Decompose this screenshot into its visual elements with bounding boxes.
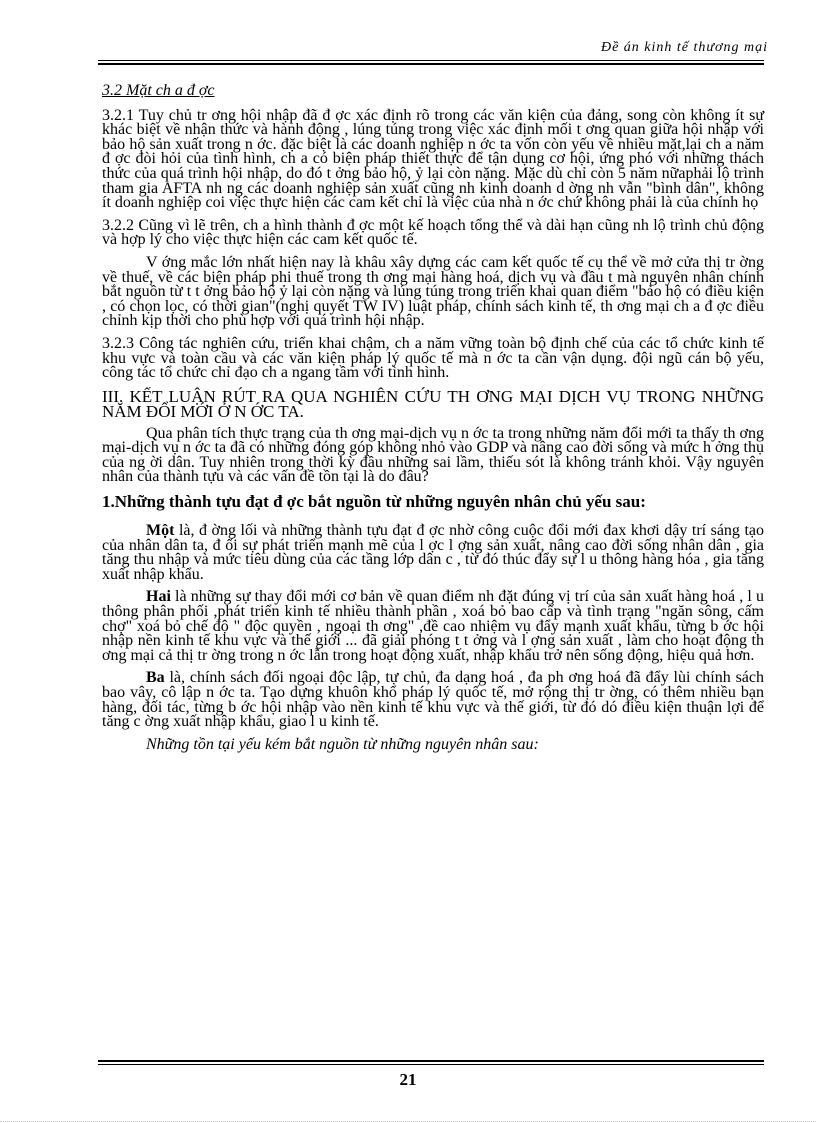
document-body — [102, 84, 764, 760]
paragraph-one — [102, 524, 764, 582]
page-number: 21 — [399, 1070, 417, 1089]
paragraph-3-2-1: 3.2.1 Tuy chủ tr ơng hội nhập đã đ ợc xác định rõ trong các văn kiện của đảng, song còn không ít sự khác biệt về nhận thức và hành động , lúng túng trong việc xác định mối t ơng quan giữa hội nhập với bảo hộ sản xuất trong n ớc. đặc biệt là các doanh nghiệp n ớc ta vốn còn yếu về nhiều mặt,lại ch a năm đ ợc đòi hỏi của tình hình, ch a có biện pháp thiết thực để tận dụng cơ hội, ứng phó với những thách thức của quá trình hội nhập, do đó t ởng bảo hộ, ỷ lại còn nặng. Mặc dù chỉ còn 5 năm nữaphải lộ trình tham gia AFTA nh ng các doanh nghiệp sản xuất cũng nh kinh doanh d ờng nh vẫn "bình dân", không ít doanh nghiệp coi việc thực hiện các cam kết chỉ là việc của nhà n ớc chứ không phải là của chính họ — [102, 106, 764, 212]
footer-rule — [98, 1064, 764, 1065]
section-title: 3.2 Mặt ch a đ ợc — [102, 82, 215, 99]
footer-rule-thick — [98, 1060, 764, 1062]
lead-one: Một — [146, 522, 175, 540]
header-rule-thick — [98, 63, 764, 65]
closing-line: Những tồn tại yếu kém bắt nguồn từ những nguyên nhân sau: — [146, 735, 539, 753]
paragraph-3-2-3: 3.2.3 Công tác nghiên cứu, triển khai chậm, ch a năm vững toàn bộ định chế của các tổ chức kinh tế khu vực và toàn cầu và các văn kiện pháp lý quốc tế mà n ớc ta cần vận dụng. đội ngũ cán bộ yếu, công tác tổ chức chỉ đạo ch a ngang tầm với tình hình. — [102, 334, 764, 382]
achievements-heading: 1.Những thành tựu đạt đ ợc bắt nguồn từ những nguyên nhân chủ yếu sau: — [102, 492, 646, 512]
paragraph-obstacle: V ớng mắc lớn nhất hiện nay là khâu xây dựng các cam kết quốc tế cụ thể về mở cửa thị tr ờng về thuế, về các biện pháp phi thuế trong th ơng mại hàng hoá, dịch vụ và đầu t mà nguyên nhân chính bắt nguồn từ t t ởng bảo hộ ỷ lại còn nặng và lúng túng trong triển khai quan điểm "bảo hộ có điều kiện , có chọn lọc, có thời gian"(nghị quyết TW IV) luật pháp, chính sách kinh tế, th ơng mại ch a đ ợc điều chỉnh kịp thời cho phù hợp với quá trình hội nhập. — [102, 253, 764, 330]
part-three-heading: III. KẾT LUẬN RÚT RA QUA NGHIÊN CỨU TH ƠNG MẠI DỊCH VỤ TRONG NHỮNG NĂM ĐỔI MỚI Ở N ỚC TA. — [102, 386, 764, 421]
paragraph-two — [102, 590, 764, 663]
text-one: là, đ ờng lối và những thành tựu đạt đ ợc nhờ công cuộc đổi mới đax khơi dậy trí sáng tạo của nhân dân ta, đ ối sự phát triển mạnh mẽ của l ợc l ợng sản xuất, nâng cao đời sống nhân dân , gia tăng thu nhập và mức tiêu dùng của các tầng lớp dân c , từ đó thúc đẩy sự l u thông hàng hóa , gia tăng xuất nhập khẩu. — [102, 522, 764, 583]
page-edge-dotted-line — [0, 1121, 816, 1122]
lead-two: Hai — [146, 588, 171, 606]
text-three: là, chính sách đối ngoại độc lập, tự chủ, đa dạng hoá , đa ph ơng hoá đã đẩy lùi chính sách bao vây, cô lập n ớc ta. Tạo dựng khuôn khổ pháp lý quốc tế, mở rộng thị tr ờng, có thêm nhiều bạn hàng, đối tác, từng b ớc hội nhập vào nền kinh tế khu vực và thế giới, từ đó dó điều kiện thuận lợi để tăng c ờng xuất nhập khẩu, giao l u kinh tế. — [102, 669, 764, 731]
paragraph-three — [102, 671, 764, 729]
header-title: Đề án kinh tế thương mại — [600, 40, 768, 55]
paragraph-intro: Qua phân tích thực trạng của th ơng mại-dịch vụ n ớc ta trong những năm đổi mới ta thấy th ơng mại-dịch vụ n ớc ta đã có những đóng góp không nhỏ vào GDP và nâng cao đời sống và mức h ởng thụ của ng ời dân. Tuy nhiên trong thời kỳ đầu những sai lầm, thiếu sót là không tránh khỏi. Vậy nguyên nhân của thành tựu và các vấn đề tồn tại là do đâu? — [102, 424, 764, 486]
text-two: là những sự thay đổi mới cơ bản về quan điểm nh đặt đúng vị trí của sản xuất hàng hoá , l u thông phân phối ,phát triển kinh tế nhiều thành phần , xoá bỏ bao cấp và tình trạng "ngăn sông, cấm chợ" xoá bỏ chế độ " độc quyền , ngoại th ơng" ,đề cao nhiệm vụ đẩy mạnh xuất khẩu, từng b ớc hội nhập nền kinh tế khu vực và thế giới ... đã giải phóng t t ởng và l ợng sản xuất , làm cho hoạt động th ơng mại cả thị tr ờng trong n ớc lẫn trong hoạt động xuất, nhập khẩu trở nên sống động, hiệu quả hơn. — [102, 588, 764, 664]
lead-three: Ba — [146, 669, 165, 687]
paragraph-3-2-2: 3.2.2 Cũng vì lẽ trên, ch a hình thành đ ợc một kế hoạch tổng thể và dài hạn cũng nh lộ trình chủ động và hợp lý cho việc thực hiện các cam kết quốc tế. — [102, 216, 764, 249]
header-rule — [98, 60, 764, 61]
